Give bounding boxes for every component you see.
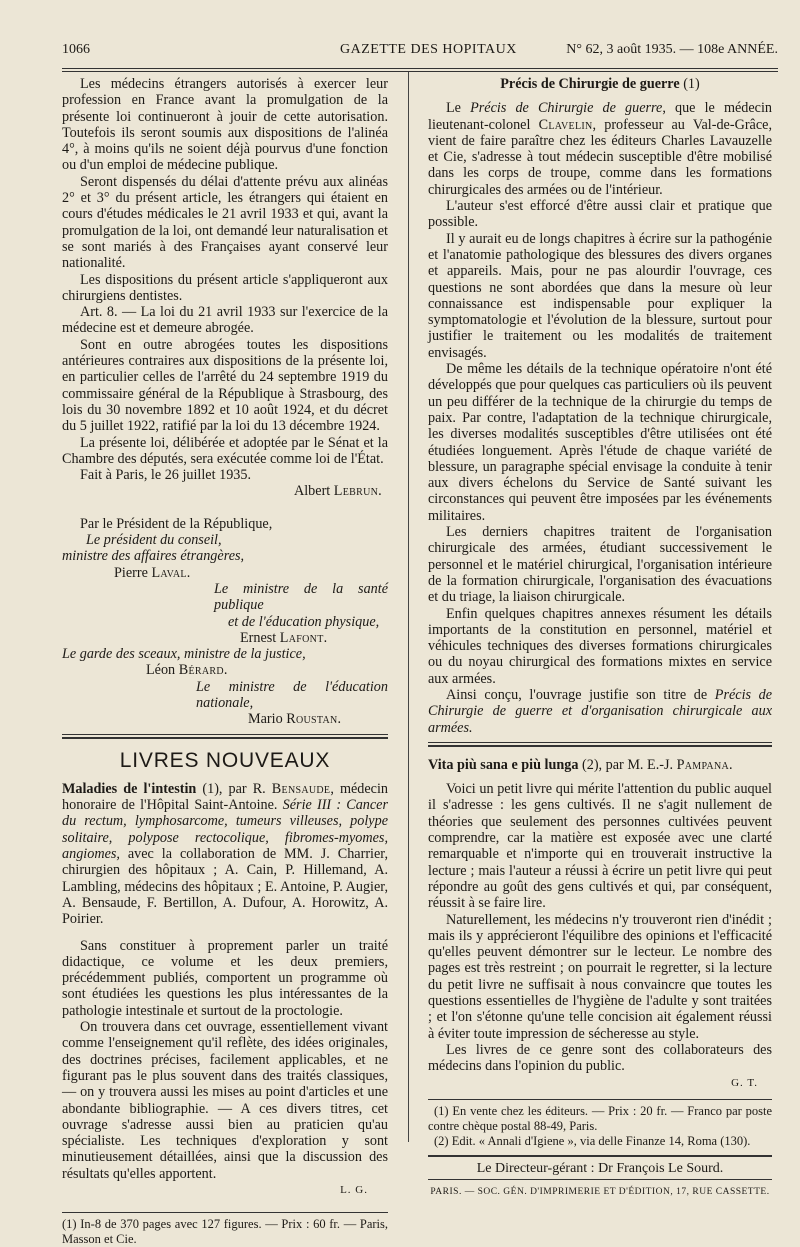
- sante-line2: et de l'éducation physique,: [228, 613, 380, 630]
- review-initials: L. G.: [340, 1184, 368, 1196]
- sante-line1: Le ministre de la santé publique: [214, 580, 388, 614]
- page-header: [62, 42, 778, 64]
- paragraph: Enfin quelques chapitres annexes résument les détails importants de la constitution en personnel, matériel et véhicules techniques des diverses formations chirurgicales ou du noyau chirurgical des formations mixtes en service aux armées.: [428, 605, 772, 687]
- signature-lebrun: Albert Lebrun.: [293, 483, 382, 500]
- header-rule: [62, 68, 778, 69]
- paragraph: Les médecins étrangers autorisés à exercer leur profession en France avant la promulgation de la présente loi continueront à jouir de cette autorisation. Toutefois ils seront soumis aux dispositions de l'alinéa 4°, à moins qu'ils ne soient déjà pourvus d'une fonction ou d'un emploi de médecine publique.: [62, 76, 388, 174]
- pres-conseil-line2: ministre des affaires étrangères,: [62, 548, 245, 565]
- section-rule: [62, 737, 388, 739]
- section-title: LIVRES NOUVEAUX: [119, 748, 331, 772]
- review-heading: Précis de Chirurgie de guerre (1): [500, 76, 700, 92]
- garde-sceaux: Le garde des sceaux, ministre de la justice,: [62, 646, 306, 663]
- footnote-rule: [428, 1099, 772, 1100]
- review-paragraph: On trouvera dans cet ouvrage, essentiellement vivant comme l'enseignement qu'il reflète, des idées originales, des doctrines précises, facilement applicables, et ne figurant pas le plus souvent dans des traités classiques, — on y trouvera aussi les mises au point d'articles et une abondante bibliographie. — A ces divers titres, cet ouvrage s'adresse aussi bien au praticien qu'au spécialiste. Les techniques d'exploration y sont minutieusement détaillées, ainsi que la discussion des résultats qu'elles apportent.: [62, 1019, 388, 1182]
- by-president: Par le Président de la République,: [80, 515, 273, 532]
- section-rule: [62, 734, 388, 735]
- paragraph: La présente loi, délibérée et adoptée par le Sénat et la Chambre des députés, sera exécutée comme loi de l'État.: [62, 434, 388, 467]
- printer-imprint: PARIS. — SOC. GÉN. D'IMPRIMERIE ET D'ÉDITION, 17, RUE CASSETTE.: [430, 1187, 770, 1198]
- directeur-gerant: Le Directeur-gérant : Dr François Le Sourd.: [476, 1160, 724, 1176]
- footnote: (1) In-8 de 370 pages avec 127 figures. — Prix : 60 fr. — Paris, Masson et Cie.: [62, 1217, 388, 1247]
- paragraph: Les derniers chapitres traitent de l'organisation chirurgicale des armées, étudiant successivement le personnel et le matériel chirurgical, l'organisation intérieure de la formation chirurgicale, l'organisation des évacuations et du triage, la liaison chirurgicale.: [428, 524, 772, 606]
- section-rule: [428, 742, 772, 743]
- header-rule-2: [62, 71, 778, 72]
- journal-title: GAZETTE DES HOPITAUX: [340, 42, 517, 57]
- pres-conseil-line1: Le président du conseil,: [86, 532, 222, 549]
- paragraph: L'auteur s'est efforcé d'être aussi clair et pratique que possible.: [428, 198, 772, 231]
- footnote-rule: [62, 1212, 388, 1213]
- paragraph: Sont en outre abrogées toutes les dispositions antérieures contraires aux dispositions de la présente loi, en particulier celles de l'arrêté du 24 septembre 1919 du commissaire général de la République à Strasbourg, des lois du 30 novembre 1892 et 10 août 1924, et du décret du 5 juillet 1922, ratifié par la loi du 13 décembre 1924.: [62, 336, 388, 435]
- educ-line: Le ministre de l'éducation nationale,: [196, 678, 388, 711]
- review-paragraph: Sans constituer à proprement parler un traité didactique, ce volume et les deux premiers, précédemment publiés, comportent un programme où sont étudiées les questions les plus intéressantes de la pathologie intestinale et surtout de la proctologie.: [62, 937, 388, 1019]
- review-paragraph: Les livres de ce genre sont des collaborateurs des médecins dans l'opinion du public.: [428, 1041, 772, 1075]
- date-line: Fait à Paris, le 26 juillet 1935.: [80, 467, 252, 484]
- signature-laval: Pierre Laval.: [114, 564, 191, 581]
- signature-roustan: Mario Roustan.: [248, 711, 342, 728]
- paragraph: Ainsi conçu, l'ouvrage justifie son titre de Précis de Chirurgie de guerre et d'organisation chirurgicale aux armées.: [428, 686, 772, 736]
- review-initials: G. T.: [731, 1076, 758, 1089]
- issue-info: N° 62, 3 août 1935. — 108e ANNÉE.: [566, 42, 778, 57]
- book-entry: Maladies de l'intestin (1), par R. Bensaude, médecin honoraire de l'Hôpital Saint-Antoine. Série III : Cancer du rectum, lymphosarcome, tumeurs villeuses, polype solitaire, polypose rectocolique, fibromes-myomes, angiomes, avec la collaboration de MM. J. Charrier, chirurgien des hôpitaux ; A. Cain, P. Hillemand, A. Lambling, médecins des hôpitaux ; E. Antoine, P. Augier, A. Bensaude, F. Bertillon, A. Dufour, A. Horowitz, A. Poirier.: [62, 780, 388, 928]
- section-rule: [428, 1155, 772, 1157]
- right-column: [428, 76, 772, 1200]
- review-paragraph: Voici un petit livre qui mérite l'attention du public auquel il s'adresse : les gens cultivés. Il ne s'agit nullement de théories que seulement des personnes cultivées peuvent comprendre, car la matière est exposée avec une clarté remarquable et n'importe qui en trouverait instructive la lecture ; mais l'auteur a réussi à écrire un petit livre qui peut répondre au goût des gens cultivés et qui, par conséquent, réussit à se faire lire.: [428, 781, 772, 912]
- section-rule: [428, 1179, 772, 1180]
- paragraph: Les dispositions du présent article s'appliqueront aux chirurgiens dentistes.: [62, 271, 388, 304]
- paragraph: De même les détails de la technique opératoire n'ont été développés que pour quelques cas particuliers où ils peuvent un peu différer de la technique de la chirurgie du temps de paix. Par contre, l'adaptation de la technique chirurgicale, les diverses modalités susceptibles d'être utilisées ont été étudiées longuement. Après l'étude de chaque variété de blessure, un paragraphe spécial envisage la conduite à tenir aux divers échelons du Service de Santé suivant les circonstances qui peuvent être imposées par les événements militaires.: [428, 361, 772, 524]
- review-paragraph: Naturellement, les médecins n'y trouveront rien d'inédit ; mais ils y apprécieront l'équilibre des opinions et l'efficacité qu'elles peuvent démontrer sur le lecteur. Le nombre des pages est très restreint ; on pourrait le regretter, si la lecture du petit livre ne suffisait à nous convaincre que toutes les questions essentielles de l'hygiène de l'adulte y sont traitées ; et l'on s'étonne qu'une telle concision ait également réussi à éviter toute impression de sécheresse au style.: [428, 911, 772, 1042]
- paragraph: Seront dispensés du délai d'attente prévu aux alinéas 2° et 3° du présent article, les étrangers qui étaient en cours d'études médicales le 21 avril 1933 et qui, avant la promulgation de la loi, ont demandé leur naturalisation et se sont mariés à des Françaises ayant conservé leur nationalité.: [62, 173, 388, 272]
- signature-lafont: Ernest Lafont.: [240, 629, 328, 646]
- footnote: (2) Edit. « Annali d'Igiene », via delle Finanze 14, Roma (130).: [434, 1133, 751, 1148]
- left-column: [62, 76, 388, 1247]
- paragraph: Le Précis de Chirurgie de guerre, que le médecin lieutenant-colonel Clavelin, professeur au Val-de-Grâce, vient de faire paraître chez les éditeurs Charles Lavauzelle et Cie, s'adresse à tout médecin susceptible d'être mobilisé dans les corps de troupe, comme dans les formations chirurgicales des armées ou de l'intérieur.: [428, 100, 773, 198]
- page-number: 1066: [62, 42, 90, 57]
- book-entry: Vita più sana e più lunga (2), par M. E.-J. Pampana.: [428, 756, 733, 773]
- column-divider: [408, 72, 409, 1142]
- paragraph: Il y aurait eu de longs chapitres à écrire sur la pathogénie et l'anatomie pathologique des blessures des divers organes et appareils. Mais, pour ne pas alourdir l'ouvrage, ces questions ne sont abordées que dans la mesure où leur connaissance est indispensable pour expliquer la symptomatologie et l'évolution de la blessure, surtout pour justifier le traitement ou les modalités de traitement envisagés.: [428, 230, 772, 361]
- article-8: Art. 8. — La loi du 21 avril 1933 sur l'exercice de la médecine est et demeure abrogée.: [62, 304, 388, 337]
- signature-berard: Léon Bérard.: [146, 662, 228, 679]
- footnote: (1) En vente chez les éditeurs. — Prix : 20 fr. — Franco par poste contre chèque postal 88-49, Paris.: [428, 1103, 772, 1133]
